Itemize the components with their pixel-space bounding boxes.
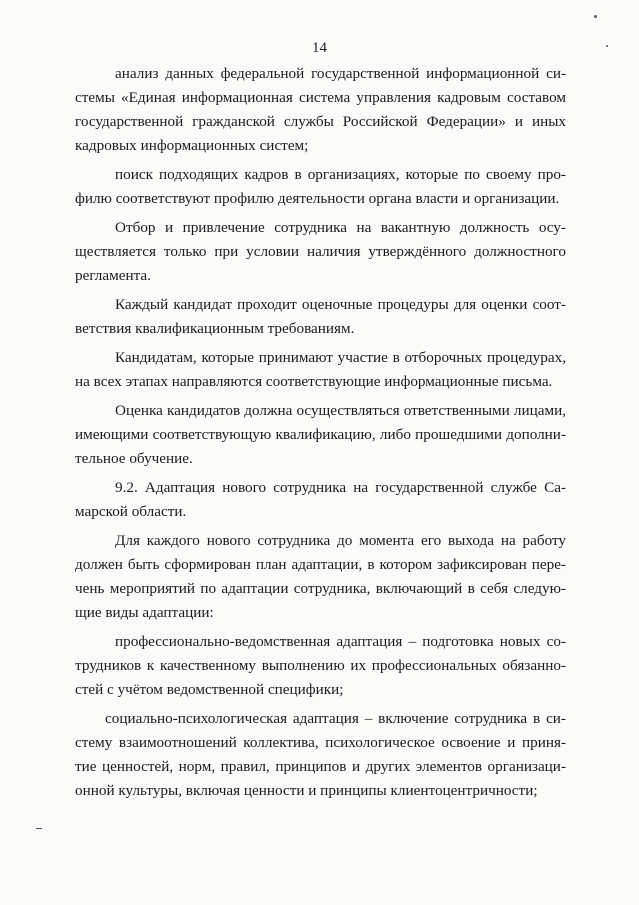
text-line: Каждый кандидат проходит оценочные процедуры для оценки соот- <box>115 296 566 313</box>
scan-speck <box>36 828 42 829</box>
text-line: регламента. <box>75 267 151 284</box>
text-line: Отбор и привлечение сотрудника на вакантную должность осу- <box>115 219 566 236</box>
text-line: трудников к качественному выполнению их профессиональных обязанно- <box>75 657 566 674</box>
text-line: государственной гражданской службы Российской Федерации» и иных <box>75 113 566 130</box>
text-line: анализ данных федеральной государственной информационной си- <box>115 65 566 82</box>
text-line: профессионально-ведомственная адаптация – подготовка новых со- <box>115 633 566 650</box>
text-line: онной культуры, включая ценности и принципы клиентоцентричности; <box>75 782 538 799</box>
text-line: тие ценностей, норм, правил, принципов и других элементов организаци- <box>75 758 566 775</box>
text-line: ветствия квалификационным требованиям. <box>75 320 355 337</box>
text-line: марской области. <box>75 503 187 520</box>
text-line: чень мероприятий по адаптации сотрудника, включающий в себя следую- <box>75 580 566 597</box>
text-line: 9.2. Адаптация нового сотрудника на государственной службе Са- <box>115 479 566 496</box>
text-line: поиск подходящих кадров в организациях, которые по своему про- <box>115 166 566 183</box>
text-line: стемы «Единая информационная система управления кадровым составом <box>75 89 566 106</box>
scan-speck <box>594 15 597 18</box>
text-line: тельное обучение. <box>75 450 193 467</box>
text-line: щие виды адаптации: <box>75 604 214 621</box>
text-line: кадровых информационных систем; <box>75 137 309 154</box>
text-line: филю соответствуют профилю деятельности органа власти и организации. <box>75 190 560 207</box>
text-line: ществляется только при условии наличия утверждённого должностного <box>75 243 566 260</box>
text-line: должен быть сформирован план адаптации, в котором зафиксирован пере- <box>75 556 566 573</box>
page-number: 14 <box>312 40 327 56</box>
text-line: имеющими соответствующую квалификацию, либо прошедшими дополни- <box>75 426 566 443</box>
scan-speck <box>606 45 608 47</box>
text-line: Оценка кандидатов должна осуществляться ответственными лицами, <box>115 402 566 419</box>
text-line: стей с учётом ведомственной специфики; <box>75 681 344 698</box>
document-body <box>75 62 566 803</box>
text-line: Для каждого нового сотрудника до момента его выхода на работу <box>115 532 566 549</box>
text-line: на всех этапах направляются соответствующие информационные письма. <box>75 373 553 390</box>
text-line: Кандидатам, которые принимают участие в отборочных процедурах, <box>115 349 566 366</box>
text-line: стему взаимоотношений коллектива, психологическое освоение и приня- <box>75 734 566 751</box>
text-line: социально-психологическая адаптация – включение сотрудника в си- <box>105 710 566 727</box>
